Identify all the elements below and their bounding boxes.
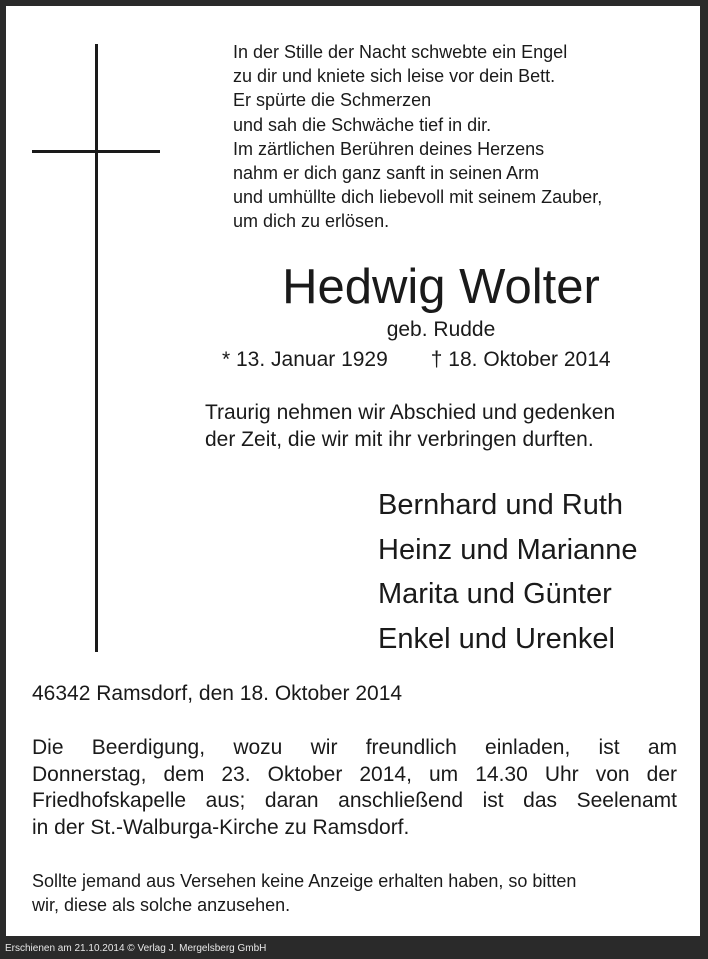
poem-line: um dich zu erlösen. — [233, 211, 390, 232]
poem-line: nahm er dich ganz sanft in seinen Arm — [233, 163, 540, 184]
poem-line: Im zärtlichen Berühren deines Herzens — [233, 138, 545, 159]
poem-line: zu dir und kniete sich leise vor dein Bett. — [233, 66, 556, 87]
death-date: † 18. Oktober 2014 — [430, 348, 611, 371]
mourner: Bernhard und Ruth — [378, 489, 624, 521]
farewell-line: Traurig nehmen wir Abschied und gedenken — [205, 401, 616, 424]
poem — [233, 40, 693, 234]
obituary-card — [6, 6, 700, 936]
funeral-line: Donnerstag, dem 23. Oktober 2014, um 14.30 Uhr von der — [32, 762, 677, 786]
mourner: Heinz und Marianne — [378, 533, 638, 566]
funeral-line: in der St.-Walburga-Kirche zu Ramsdorf. — [32, 815, 410, 839]
life-dates — [222, 346, 611, 374]
cross-bar — [32, 150, 160, 153]
deceased-name: Hedwig Wolter — [282, 260, 600, 314]
funeral-line: Die Beerdigung, wozu wir freundlich einladen, ist am — [32, 736, 677, 759]
poem-line: und sah die Schwäche tief in dir. — [233, 114, 492, 135]
mourner: Marita und Günter — [378, 578, 612, 610]
farewell-text — [205, 399, 695, 453]
notice-line: Sollte jemand aus Versehen keine Anzeige erhalten haben, so bitten — [32, 871, 577, 891]
poem-line: In der Stille der Nacht schwebte ein Engel — [233, 42, 568, 62]
birth-name: geb. Rudde — [386, 318, 496, 341]
publication-footer: Erschienen am 21.10.2014 © Verlag J. Mergelsberg GmbH — [5, 943, 267, 954]
mourners-list — [378, 483, 638, 661]
notice-line: wir, diese als solche anzusehen. — [32, 895, 291, 915]
poem-line: Er spürte die Schmerzen — [233, 90, 432, 111]
notice-text — [32, 869, 677, 917]
place-date: 46342 Ramsdorf, den 18. Oktober 2014 — [32, 682, 403, 705]
funeral-line: Friedhofskapelle aus; daran anschließend ist das Seelenamt — [32, 789, 677, 812]
farewell-line: der Zeit, die wir mit ihr verbringen durften. — [205, 428, 594, 451]
mourner: Enkel und Urenkel — [378, 622, 615, 655]
birth-date: * 13. Januar 1929 — [222, 348, 388, 371]
cross-icon — [95, 44, 98, 652]
funeral-details — [32, 735, 677, 841]
poem-line: und umhüllte dich liebevoll mit seinem Zauber, — [233, 187, 603, 208]
